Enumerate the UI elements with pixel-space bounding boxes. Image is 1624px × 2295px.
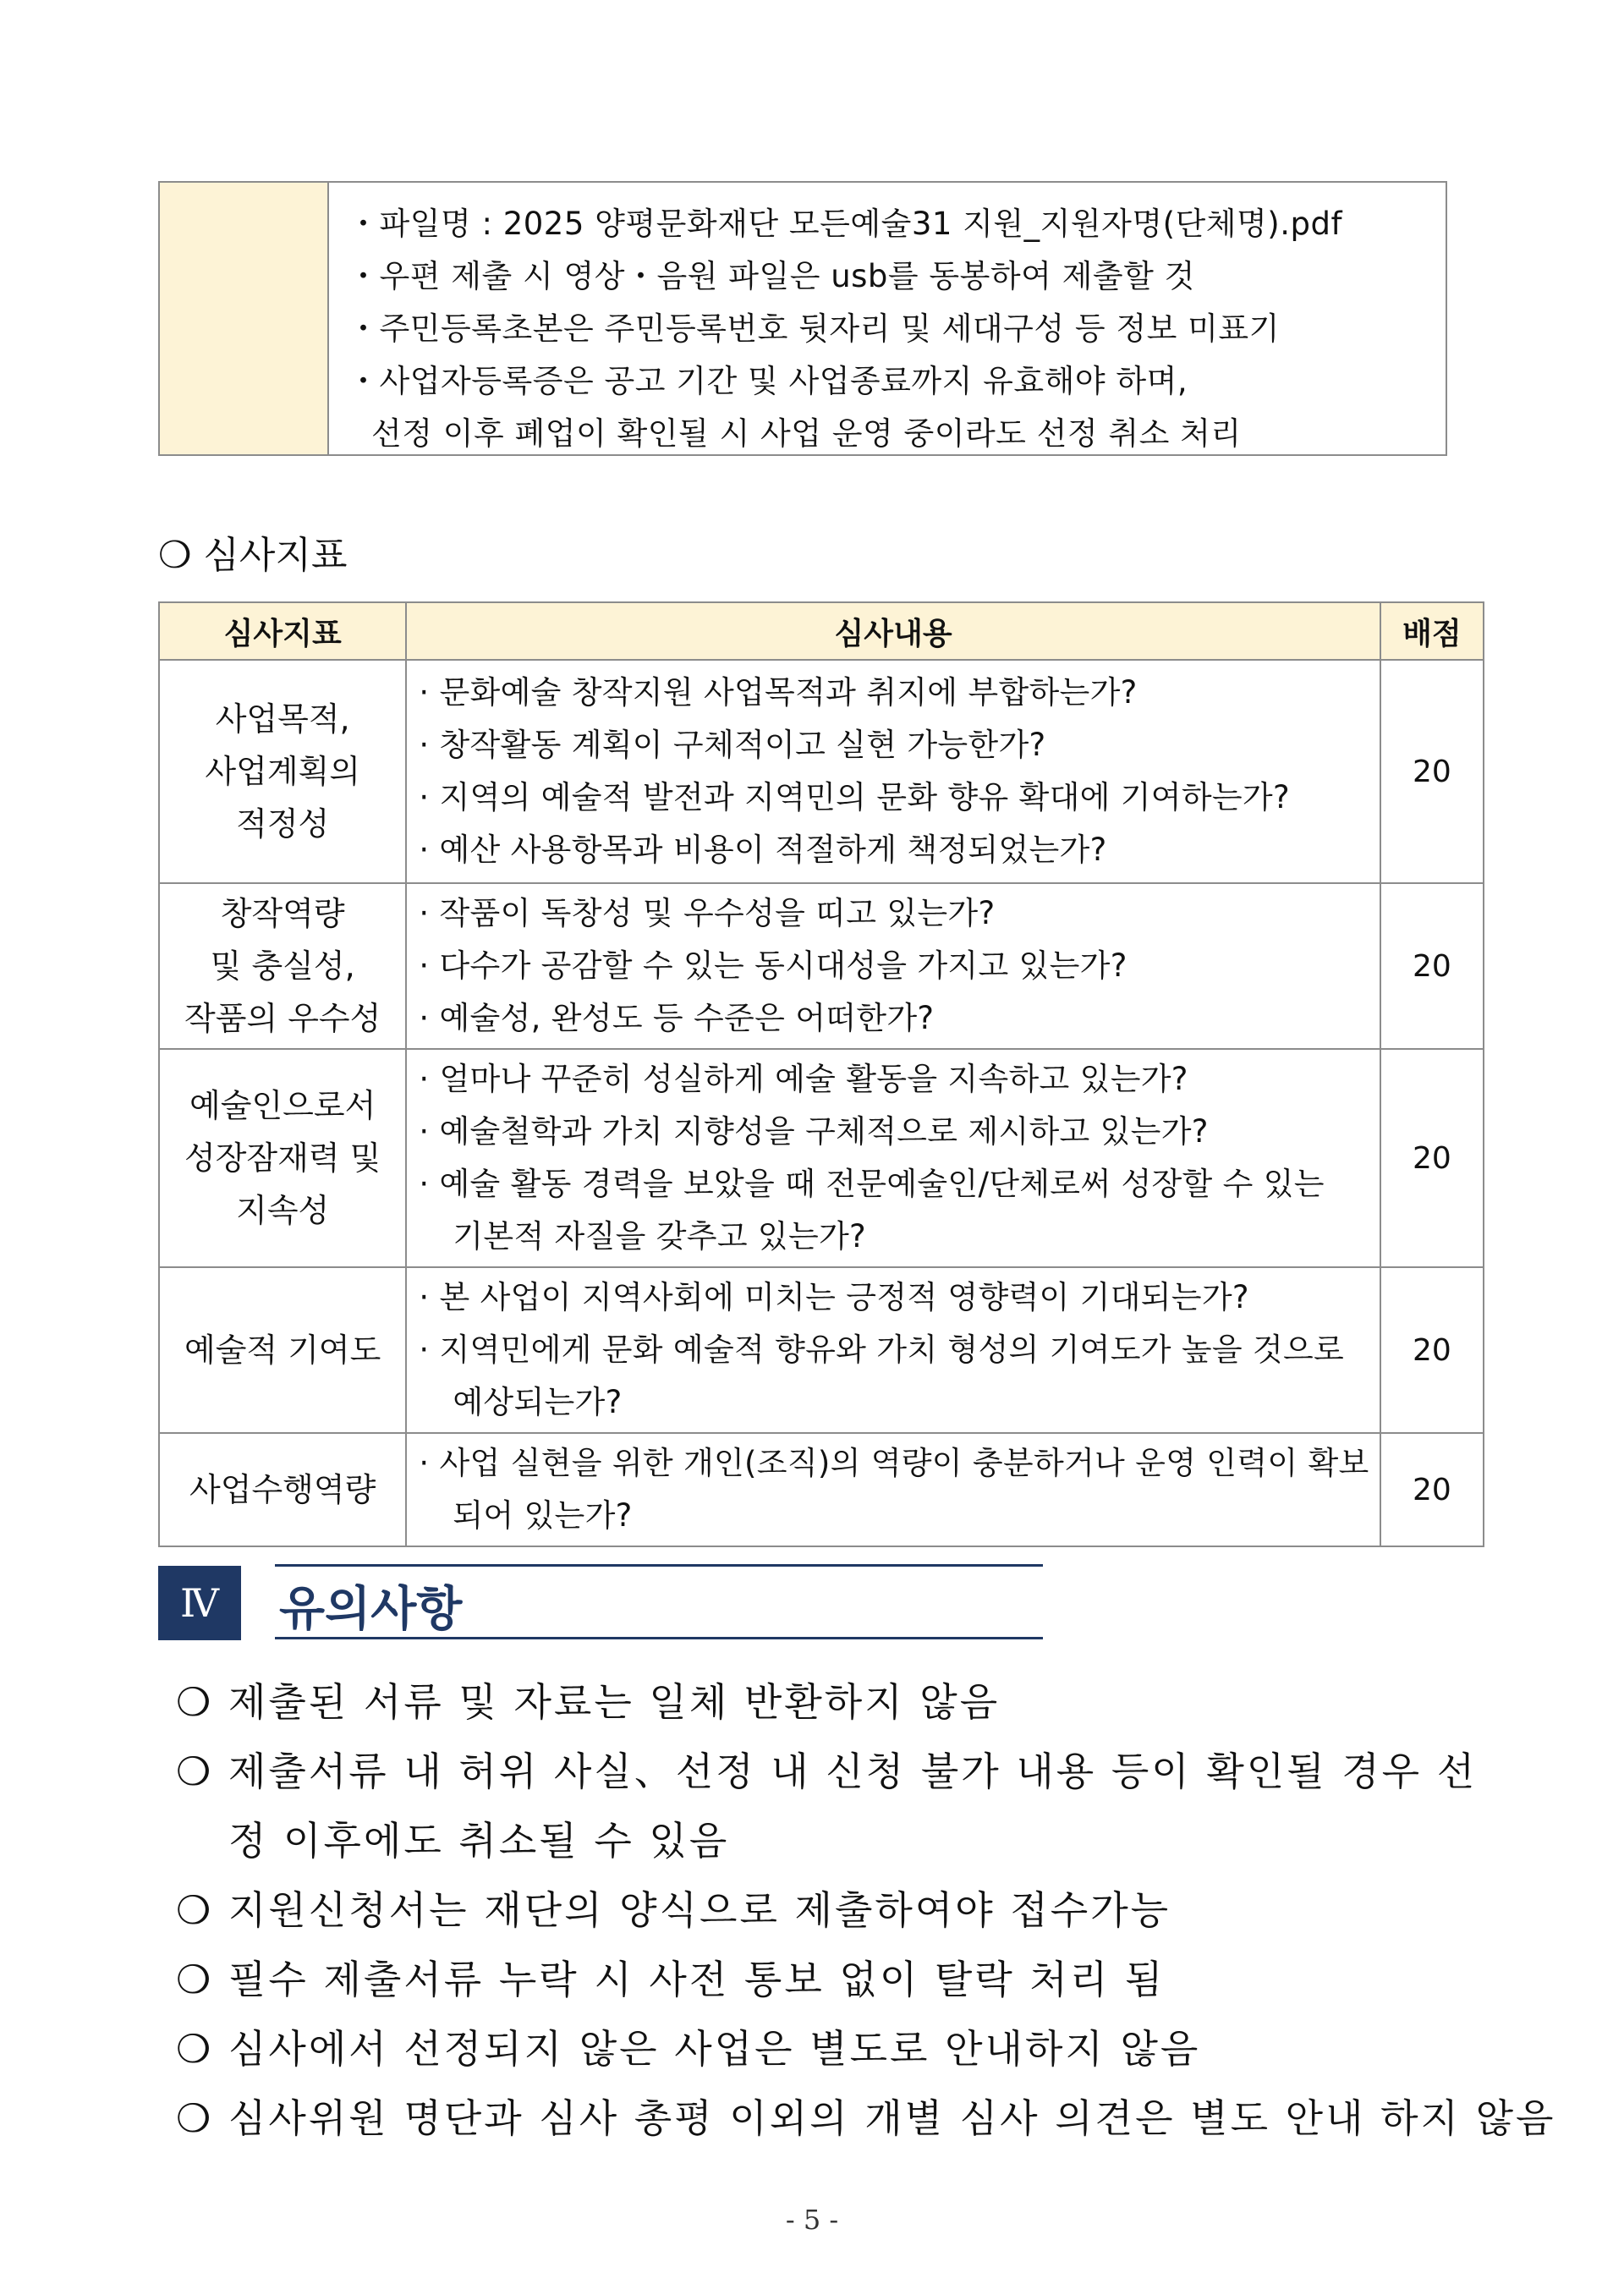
score-cell: 20	[1380, 1267, 1484, 1433]
criteria-heading: ❍ 심사지표	[158, 534, 348, 577]
header-score: 배점	[1380, 602, 1484, 660]
indicator-line: 창작역량	[220, 895, 345, 932]
notice-text: 지원신청서는 재단의 양식으로 제출하여야 접수가능	[228, 1887, 1171, 1933]
criteria-table	[158, 601, 1484, 1547]
score-cell: 20	[1380, 883, 1484, 1049]
content-cell	[406, 1267, 1380, 1433]
indicator-cell	[159, 1267, 406, 1433]
note-line: ・사업자등록증은 공고 기간 및 사업종료까지 유효해야 하며,	[348, 363, 1188, 399]
table-header-row	[159, 602, 1484, 660]
criteria-line: · 예술철학과 가치 지향성을 구체적으로 제시하고 있는가?	[419, 1113, 1209, 1150]
bullet-circle-icon: ❍	[176, 1887, 214, 1933]
criteria-line: · 사업 실현을 위한 개인(조직)의 역량이 충분하거나 운영 인력이 확보	[419, 1445, 1369, 1481]
criteria-line: · 문화예술 창작지원 사업목적과 취지에 부합하는가?	[419, 674, 1138, 711]
indicator-line: 적정성	[236, 805, 330, 843]
indicator-line: 및 충실성,	[210, 947, 355, 985]
bullet-circle-icon: ❍	[176, 1679, 214, 1725]
content-cell	[406, 1433, 1380, 1546]
notes-table	[158, 181, 1447, 456]
section-title: 유의사항	[279, 1582, 463, 1637]
criteria-line: 예상되는가?	[453, 1384, 623, 1420]
notice-item	[176, 1880, 1171, 1935]
bullet-circle-icon: ❍	[176, 2095, 214, 2141]
criteria-line: · 창작활동 계획이 구체적이고 실현 가능한가?	[419, 727, 1046, 763]
indicator-line: 작품의 우수성	[184, 1000, 381, 1037]
indicator-line: 예술인으로서	[189, 1087, 376, 1124]
bullet-circle-icon: ❍	[176, 2026, 214, 2072]
indicator-line: 사업목적,	[215, 700, 350, 738]
notice-item	[176, 2018, 1200, 2074]
notice-text: 제출서류 내 허위 사실、선정 내 신청 불가 내용 등이 확인될 경우 선	[228, 1749, 1478, 1794]
criteria-line: · 본 사업이 지역사회에 미치는 긍정적 영향력이 기대되는가?	[419, 1279, 1249, 1315]
indicator-cell	[159, 1049, 406, 1267]
criteria-line: · 지역의 예술적 발전과 지역민의 문화 향유 확대에 기여하는가?	[419, 779, 1290, 815]
notice-text: 심사위원 명단과 심사 총평 이외의 개별 심사 의견은 별도 안내 하지 않음	[228, 2095, 1556, 2141]
criteria-line: · 예산 사용항목과 비용이 적절하게 책정되었는가?	[419, 832, 1107, 868]
note-line: ・주민등록초본은 주민등록번호 뒷자리 및 세대구성 등 정보 미표기	[348, 310, 1280, 347]
note-line: ・우편 제출 시 영상・음원 파일은 usb를 동봉하여 제출할 것	[348, 258, 1195, 294]
bullet-circle-icon: ❍	[176, 1749, 214, 1794]
table-row	[159, 660, 1484, 883]
score-cell: 20	[1380, 1433, 1484, 1546]
section-rule-top	[275, 1564, 1043, 1567]
bullet-circle-icon: ❍	[176, 1957, 214, 2002]
notice-text-continued: 정 이후에도 취소될 수 있음	[228, 1818, 730, 1864]
criteria-line: · 예술 활동 경력을 보았을 때 전문예술인/단체로써 성장할 수 있는	[419, 1166, 1325, 1202]
content-cell	[406, 660, 1380, 883]
table-row	[159, 1433, 1484, 1546]
notice-item	[176, 2088, 1556, 2144]
criteria-line: · 예술성, 완성도 등 수준은 어떠한가?	[419, 1000, 935, 1036]
notice-text: 제출된 서류 및 자료는 일체 반환하지 않음	[228, 1679, 1001, 1725]
table-row	[159, 883, 1484, 1049]
score-cell: 20	[1380, 660, 1484, 883]
criteria-line: 되어 있는가?	[453, 1497, 633, 1534]
indicator-line: 예술적 기여도	[184, 1331, 381, 1369]
page-number: - 5 -	[785, 2204, 839, 2236]
criteria-line: · 지역민에게 문화 예술적 향유와 가치 형성의 기여도가 높을 것으로	[419, 1331, 1345, 1368]
notice-item	[176, 1949, 1165, 2005]
indicator-cell	[159, 1433, 406, 1546]
criteria-line: · 얼마나 꾸준히 성실하게 예술 활동을 지속하고 있는가?	[419, 1061, 1188, 1097]
criteria-line: · 다수가 공감할 수 있는 동시대성을 가지고 있는가?	[419, 947, 1127, 984]
criteria-line: 기본적 자질을 갖추고 있는가?	[453, 1218, 866, 1255]
header-content: 심사내용	[406, 602, 1380, 660]
indicator-cell	[159, 883, 406, 1049]
score-cell: 20	[1380, 1049, 1484, 1267]
indicator-line: 지속성	[236, 1192, 330, 1229]
header-indicator: 심사지표	[159, 602, 406, 660]
content-cell	[406, 883, 1380, 1049]
indicator-line: 사업계획의	[205, 753, 360, 790]
note-line: 선정 이후 폐업이 확인될 시 사업 운영 중이라도 선정 취소 처리	[371, 415, 1242, 452]
section-number-badge: Ⅳ	[158, 1566, 241, 1640]
notice-item	[176, 1741, 1477, 1797]
content-cell	[406, 1049, 1380, 1267]
notice-text: 심사에서 선정되지 않은 사업은 별도로 안내하지 않음	[228, 2026, 1201, 2072]
notes-label-cell	[160, 183, 329, 454]
criteria-line: · 작품이 독창성 및 우수성을 띠고 있는가?	[419, 895, 996, 931]
notes-content-cell	[329, 183, 1446, 454]
notice-item	[176, 1672, 1000, 1727]
table-row	[159, 1267, 1484, 1433]
indicator-line: 사업수행역량	[189, 1471, 376, 1508]
note-line: ・파일명 : 2025 양평문화재단 모든예술31 지원_지원자명(단체명).pdf	[348, 206, 1342, 242]
table-row	[159, 1049, 1484, 1267]
indicator-cell	[159, 660, 406, 883]
indicator-line: 성장잠재력 및	[184, 1139, 381, 1177]
notice-text: 필수 제출서류 누락 시 사전 통보 없이 탈락 처리 됨	[228, 1957, 1166, 2002]
